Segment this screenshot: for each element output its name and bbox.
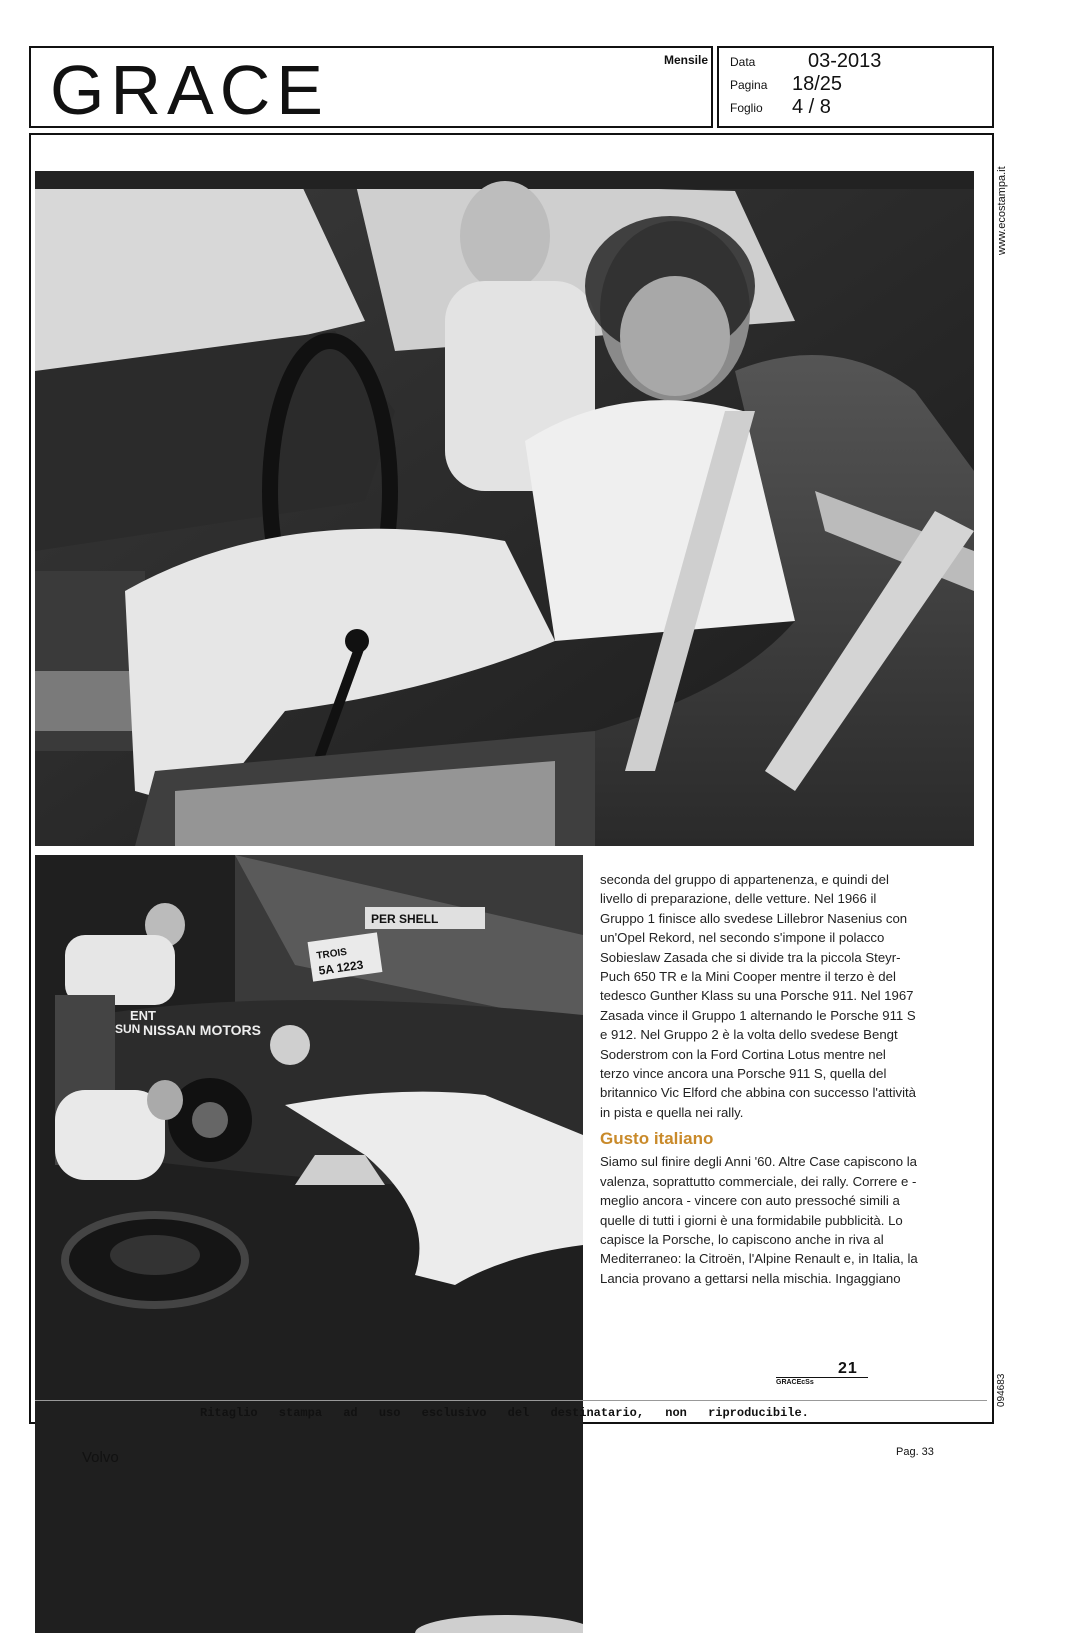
meta-value-sheet: 4 / 8 [792, 96, 831, 118]
banner-text: PER SHELL [371, 912, 439, 926]
article-heading: Gusto italiano [600, 1129, 714, 1149]
plate-line1: TROIS [315, 946, 348, 962]
plate-line2: 5A 1223 [317, 957, 365, 978]
meta-label-date: Data [730, 55, 756, 69]
sponsor-main-text: ENT [130, 1008, 156, 1023]
sponsor-top-text: SUN [115, 1022, 141, 1036]
photo-driver-in-car [35, 171, 974, 846]
meta-label-sheet: Foglio [730, 101, 763, 115]
periodicity-label: Mensile [664, 53, 709, 67]
side-code [990, 1355, 1018, 1415]
article-paragraph-2: Siamo sul finire degli Anni '60. Altre Case capiscono la valenza, soprattutto commerciale, dei rally. Correre e - meglio ancora - vincere con auto pressoché simili a quelle di tutti i giorni è una formidabile pubblicità. Lo capisce la Porsche, lo capiscono anche in riva al Mediterraneo: la Citroën, l'Alpine Renault e, in Italia, la Lancia provano a gettarsi nella mischia. Ingaggiano [600, 1154, 918, 1286]
page-number: 21 [838, 1360, 858, 1377]
meta-label-page: Pagina [730, 78, 768, 92]
article-column [600, 870, 918, 1288]
bottom-rule [35, 1400, 987, 1401]
side-url [990, 150, 1018, 260]
masthead-title: GRACE [50, 51, 329, 129]
side-code-text: 094683 [996, 1373, 1007, 1407]
disclaimer: Ritaglio stampa ad uso esclusivo del destinatario, non riproducibile. [200, 1406, 809, 1420]
photo-mechanics-nissan [35, 855, 583, 1633]
side-url-text: www.ecostampa.it [996, 166, 1008, 255]
page-number-rule [776, 1377, 868, 1378]
page-brand: GRACEcSs [776, 1379, 814, 1386]
meta-value-date: 03-2013 [808, 50, 882, 72]
footer-client: Volvo [82, 1449, 119, 1466]
article-paragraph-1: seconda del gruppo di appartenenza, e quindi del livello di preparazione, delle vetture. Nel 1966 il Gruppo 1 finisce allo svedese Lillebror Nasenius con un'Opel Rekord, nel secondo s'impone il polacco Sobieslaw Zasada che si divide tra la piccola Steyr-Puch 650 TR e la Mini Cooper mentre il terzo è del tedesco Gunther Klass su una Porsche 911. Nel 1967 Zasada vince il Gruppo 1 alternando le Porsche 911 S e 912. Nel Gruppo 2 è la volta dello svedese Bengt Soderstrom con la Ford Cortina Lotus mentre nel terzo vince ancora una Porsche 911 S, quella del britannico Vic Elford che abbina con successo l'attività in pista e quella nei rally. [600, 872, 917, 1120]
footer-page: Pag. 33 [896, 1446, 934, 1458]
sponsor-brand-text: NISSAN MOTORS [143, 1022, 261, 1038]
meta-value-page: 18/25 [792, 73, 843, 95]
